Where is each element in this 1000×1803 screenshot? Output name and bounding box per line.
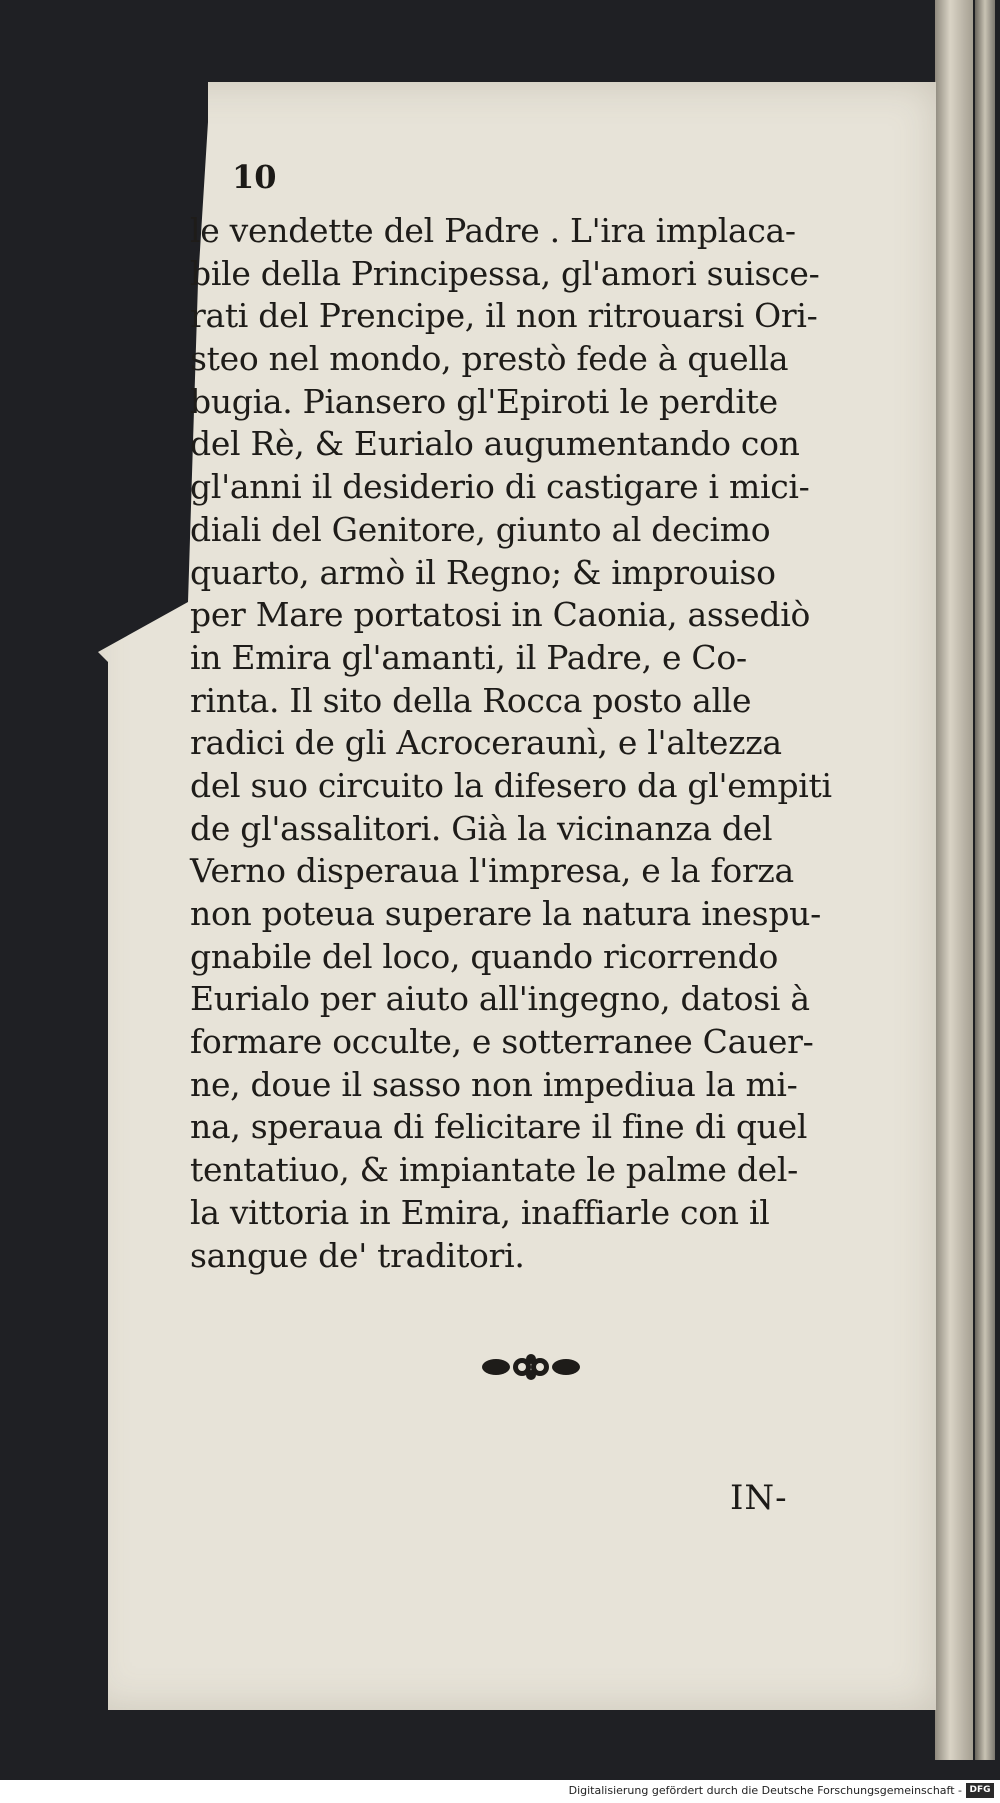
text-line: gl'anni il desiderio di castigare i mici-: [190, 467, 810, 507]
text-line: diali del Genitore, giunto al decimo: [190, 509, 771, 549]
dfg-logo: DFG: [966, 1783, 994, 1798]
page-edge: [935, 0, 973, 1760]
text-line: non poteua superare la natura inespu-: [190, 894, 821, 933]
text-line: le vendette del Padre . L'ira implaca-: [190, 211, 796, 250]
catchword: IN-: [730, 1478, 788, 1518]
text-line: steo nel mondo, prestò fede à quella: [190, 339, 789, 379]
text-line: gnabile del loco, quando ricorrendo: [190, 936, 779, 976]
text-line: in Emira gl'amanti, il Padre, e Co-: [190, 637, 747, 677]
text-line: Eurialo per aiuto all'ingegno, datosi à: [190, 979, 810, 1019]
text-line: formare occulte, e sotterranee Cauer-: [190, 1022, 814, 1062]
text-line: Verno disperaua l'impresa, e la forza: [190, 851, 794, 891]
text-line: per Mare portatosi in Caonia, assediò: [190, 595, 811, 635]
text-line: na, speraua di felicitare il fine di quel: [190, 1107, 808, 1147]
text-line: radici de gli Acroceraunì, e l'altezza: [190, 723, 782, 763]
text-line: del Rè, & Eurialo augumentando con: [190, 424, 800, 464]
text-line: tentatiuo, & impiantate le palme del-: [190, 1150, 798, 1190]
text-line: bugia. Piansero gl'Epiroti le perdite: [190, 381, 778, 421]
funding-credit: Digitalisierung gefördert durch die Deutsche Forschungsgemeinschaft -: [568, 1784, 962, 1797]
printer-ornament-icon: [478, 1350, 584, 1384]
text-line: del suo circuito la difesero da gl'empiti: [190, 765, 832, 805]
page-number: 10: [232, 158, 277, 196]
text-line: bile della Principessa, gl'amori suisce-: [190, 253, 820, 293]
text-line: la vittoria in Emira, inaffiarle con il: [190, 1192, 770, 1232]
text-line: de gl'assalitori. Già la vicinanza del: [190, 808, 773, 848]
text-line: quarto, armò il Regno; & improuiso: [190, 552, 776, 592]
text-line: sangue de' traditori.: [190, 1235, 525, 1275]
text-line: ne, doue il sasso non impediua la mi-: [190, 1064, 798, 1104]
body-text: [190, 210, 855, 1277]
book-spine-edge: [975, 0, 995, 1760]
text-line: rinta. Il sito della Rocca posto alle: [190, 680, 752, 720]
text-line: rati del Prencipe, il non ritrouarsi Ori-: [190, 296, 818, 336]
